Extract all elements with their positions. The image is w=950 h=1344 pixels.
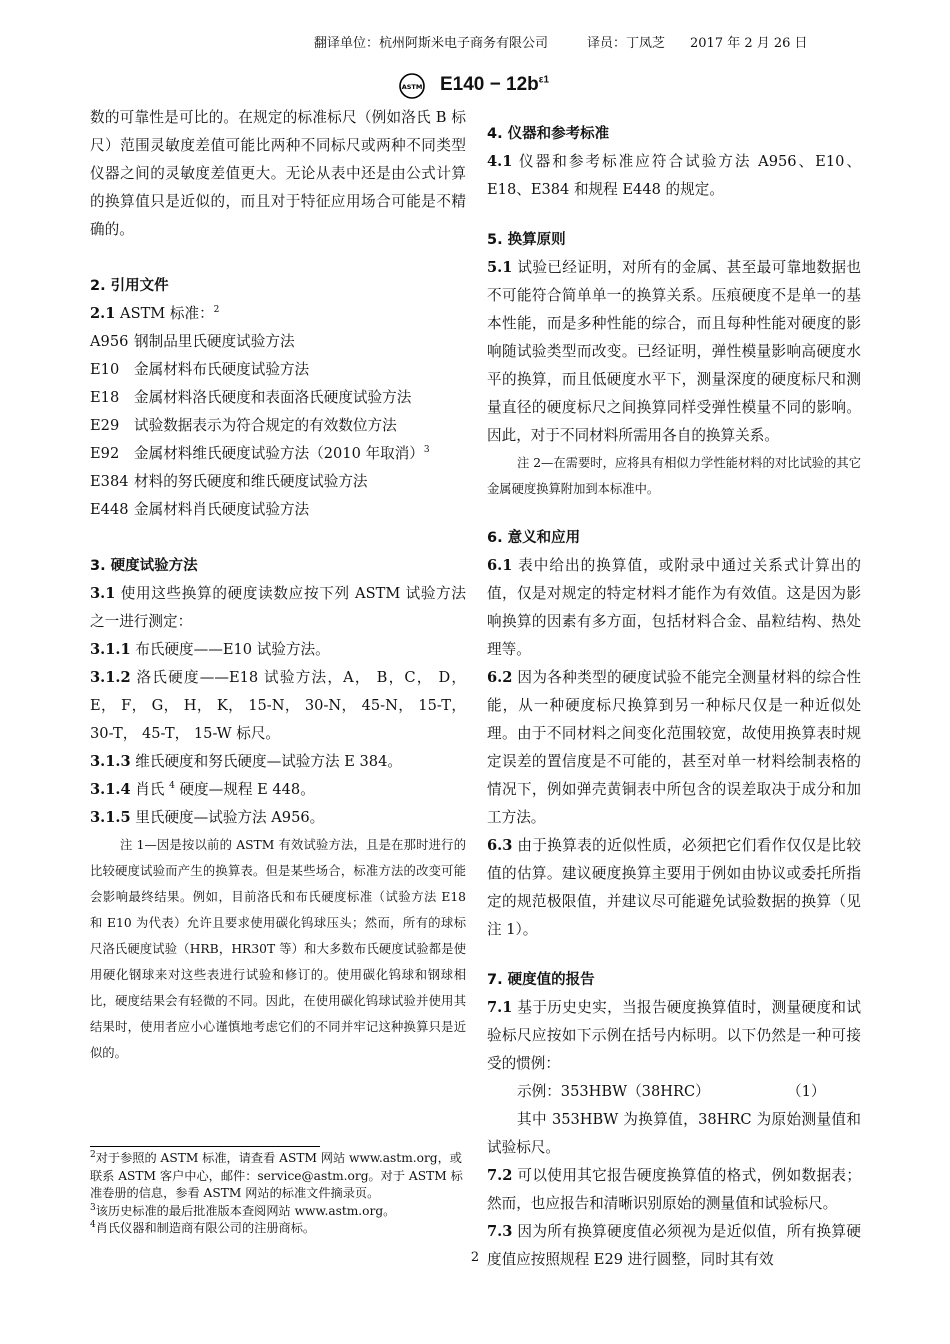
reference-item: E384 材料的努氏硬度和维氏硬度试验方法 xyxy=(90,473,368,490)
section-3-1-1: 3.1.1 布氏硬度——E10 试验方法。 xyxy=(90,641,330,658)
astm-logo-icon xyxy=(398,72,432,100)
header-date: 2017 年 2 月 26 日 xyxy=(690,36,808,51)
section-3-1-2: 3.1.2 洛氏硬度——E18 试验方法，A， B，C， D， E， F， G， H， K， 15-N， 30-N， 45-N， 15-T， 30-T， 45-T， 15-W 标尺。 xyxy=(90,669,466,742)
designation-superscript: ε1 xyxy=(538,74,550,86)
section-3-1-5: 3.1.5 里氏硬度—试验方法 A956。 xyxy=(90,809,325,826)
footnotes xyxy=(90,1150,466,1238)
section-3-1-3: 3.1.3 维氏硬度和努氏硬度—试验方法 E 384。 xyxy=(90,753,402,770)
section-3-title: 3. 硬度试验方法 xyxy=(90,558,198,574)
designation-row xyxy=(0,72,950,102)
section-4-1: 4.1 仪器和参考标准应符合试验方法 A956、E10、E18、E384 和规程 E448 的规定。 xyxy=(487,153,861,198)
spacer xyxy=(90,244,466,272)
footnote-item: $^2$对于参照的 ASTM 标准，请查看 ASTM 网站 www.astm.org，或联系 ASTM 客户中心，邮件：service@astm.org。对于 ASTM 标准卷册的信息，参看 ASTM 网站的标准文件摘录页。 xyxy=(90,1149,463,1200)
reference-item: E29 试验数据表示为符合规定的有效数位方法 xyxy=(90,417,397,434)
example-explanation: 其中 353HBW 为换算值，38HRC 为原始测量值和试验标尺。 xyxy=(487,1111,861,1156)
section-6-3: 6.3 由于换算表的近似性质，必须把它们看作仅仅是比较值的估算。建议硬度换算主要用于例如由协议或委托所指定的规范极限值，并建议尽可能避免试验数据的换算（见注 1）。 xyxy=(487,837,861,938)
example-equation xyxy=(487,1078,861,1106)
section-6-1: 6.1 表中给出的换算值，或附录中通过关系式计算出的值，仅是对规定的特定材料才能作为有效值。这是因为影响换算的因素有多方面，包括材料合金、晶粒结构、热处理等。 xyxy=(487,557,861,658)
right-column xyxy=(487,120,861,1274)
reference-item: E92 金属材料维氏硬度试验方法（2010 年取消）$^3$ xyxy=(90,445,430,462)
spacer xyxy=(90,524,466,552)
intro-paragraph: 数的可靠性是可比的。在规定的标准标尺（例如洛氏 B 标尺）范围灵敏度差值可能比两种不同标尺或两种不同类型仪器之间的灵敏度差值更大。无论从表中还是由公式计算的换算值只是近似的，而且对于特征应用场合可能是不精确的。 xyxy=(90,109,466,238)
note-2: 注 2—在需要时，应将具有相似力学性能材料的对比试验的其它金属硬度换算附加到本标准中。 xyxy=(487,456,861,496)
reference-item: E448 金属材料肖氏硬度试验方法 xyxy=(90,501,310,518)
note-1: 注 1—因是按以前的 ASTM 有效试验方法，且是在那时进行的比较硬度试验而产生的换算表。但是某些场合，标准方法的改变可能会影响最终结果。例如，目前洛氏和布氏硬度标准（试验方法 E18 和 E10 为代表）允许且要求使用碳化钨球压头；然而，所有的球标尺洛氏硬度试验（HRB，HR30T 等）和大多数布氏硬度试验都是使用硬化钢球来对这些表进行试验和修订的。使用碳化钨球和钢球相比，硬度结果会有轻微的不同。因此，在使用碳化钨球试验并使用其结果时，使用者应小心谨慎地考虑它们的不同并牢记这种换算只是近似的。 xyxy=(90,838,466,1060)
spacer xyxy=(487,204,861,226)
section-5-title: 5. 换算原则 xyxy=(487,232,566,248)
section-3-1-4: 3.1.4 肖氏 $^4$ 硬度—规程 E 448。 xyxy=(90,781,315,798)
standard-designation xyxy=(440,74,549,96)
reference-item: E18 金属材料洛氏硬度和表面洛氏硬度试验方法 xyxy=(90,389,412,406)
translator: 译员：丁凤芝 xyxy=(587,36,666,51)
example-number: （1） xyxy=(787,1083,826,1100)
page-number: 2 xyxy=(470,1250,480,1265)
spacer xyxy=(487,502,861,524)
section-4-title: 4. 仪器和参考标准 xyxy=(487,126,610,142)
section-5-1: 5.1 试验已经证明，对所有的金属、甚至最可靠地数据也不可能符合简单单一的换算关系。压痕硬度不是单一的基本性能，而是多种性能的综合，而且每种性能对硬度的影响随试验类型而改变。已经证明，弹性模量影响高硬度水平的换算，而且低硬度水平下，测量深度的硬度标尺和测量直径的硬度标尺之间换算同样受弹性模量不同的影响。因此，对于不同材料所需用各自的换算关系。 xyxy=(487,259,861,444)
section-7-3: 7.3 因为所有换算硬度值必须视为是近似值，所有换算硬度值应按照规程 E29 进行圆整，同时其有效 xyxy=(487,1223,861,1268)
designation-code: E140 − 12b xyxy=(440,74,539,95)
example-text: 示例：353HBW（38HRC） xyxy=(517,1083,710,1100)
footnote-item: $^4$肖氏仪器和制造商有限公司的注册商标。 xyxy=(90,1219,316,1235)
translation-unit: 翻译单位：杭州阿斯米电子商务有限公司 xyxy=(314,36,549,51)
section-3-1: 3.1 使用这些换算的硬度读数应按下列 ASTM 试验方法之一进行测定： xyxy=(90,585,466,630)
left-column xyxy=(90,104,466,1066)
section-6-title: 6. 意义和应用 xyxy=(487,530,581,546)
reference-list xyxy=(90,328,466,524)
section-6-2: 6.2 因为各种类型的硬度试验不能完全测量材料的综合性能，从一种硬度标尺换算到另一种标尺仅是一种近似处理。由于不同材料之间变化范围较宽，故使用换算表时规定误差的置信度是不可能的，甚至对单一材料绘制表格的情况下，例如弹壳黄铜表中所包含的误差取决于成分和加工方法。 xyxy=(487,669,861,826)
footnote-item: $^3$该历史标准的最后批准版本查阅网站 www.astm.org。 xyxy=(90,1202,396,1218)
section-7-title: 7. 硬度值的报告 xyxy=(487,972,595,988)
section-2-title: 2. 引用文件 xyxy=(90,278,169,294)
logo-text: ASTM xyxy=(401,83,423,91)
spacer xyxy=(487,944,861,966)
section-7-1: 7.1 基于历史史实，当报告硬度换算值时，测量硬度和试验标尺应按如下示例在括号内标明。以下仍然是一种可接受的惯例： xyxy=(487,999,861,1072)
section-7-2: 7.2 可以使用其它报告硬度换算值的格式，例如数据表；然而，也应报告和清晰识别原始的测量值和试验标尺。 xyxy=(487,1167,861,1212)
reference-item: E10 金属材料布氏硬度试验方法 xyxy=(90,361,310,378)
section-2-1: 2.1 ASTM 标准：$^2$ xyxy=(90,305,220,322)
reference-item: A956 钢制品里氏硬度试验方法 xyxy=(90,333,295,350)
footnote-rule xyxy=(90,1146,320,1147)
